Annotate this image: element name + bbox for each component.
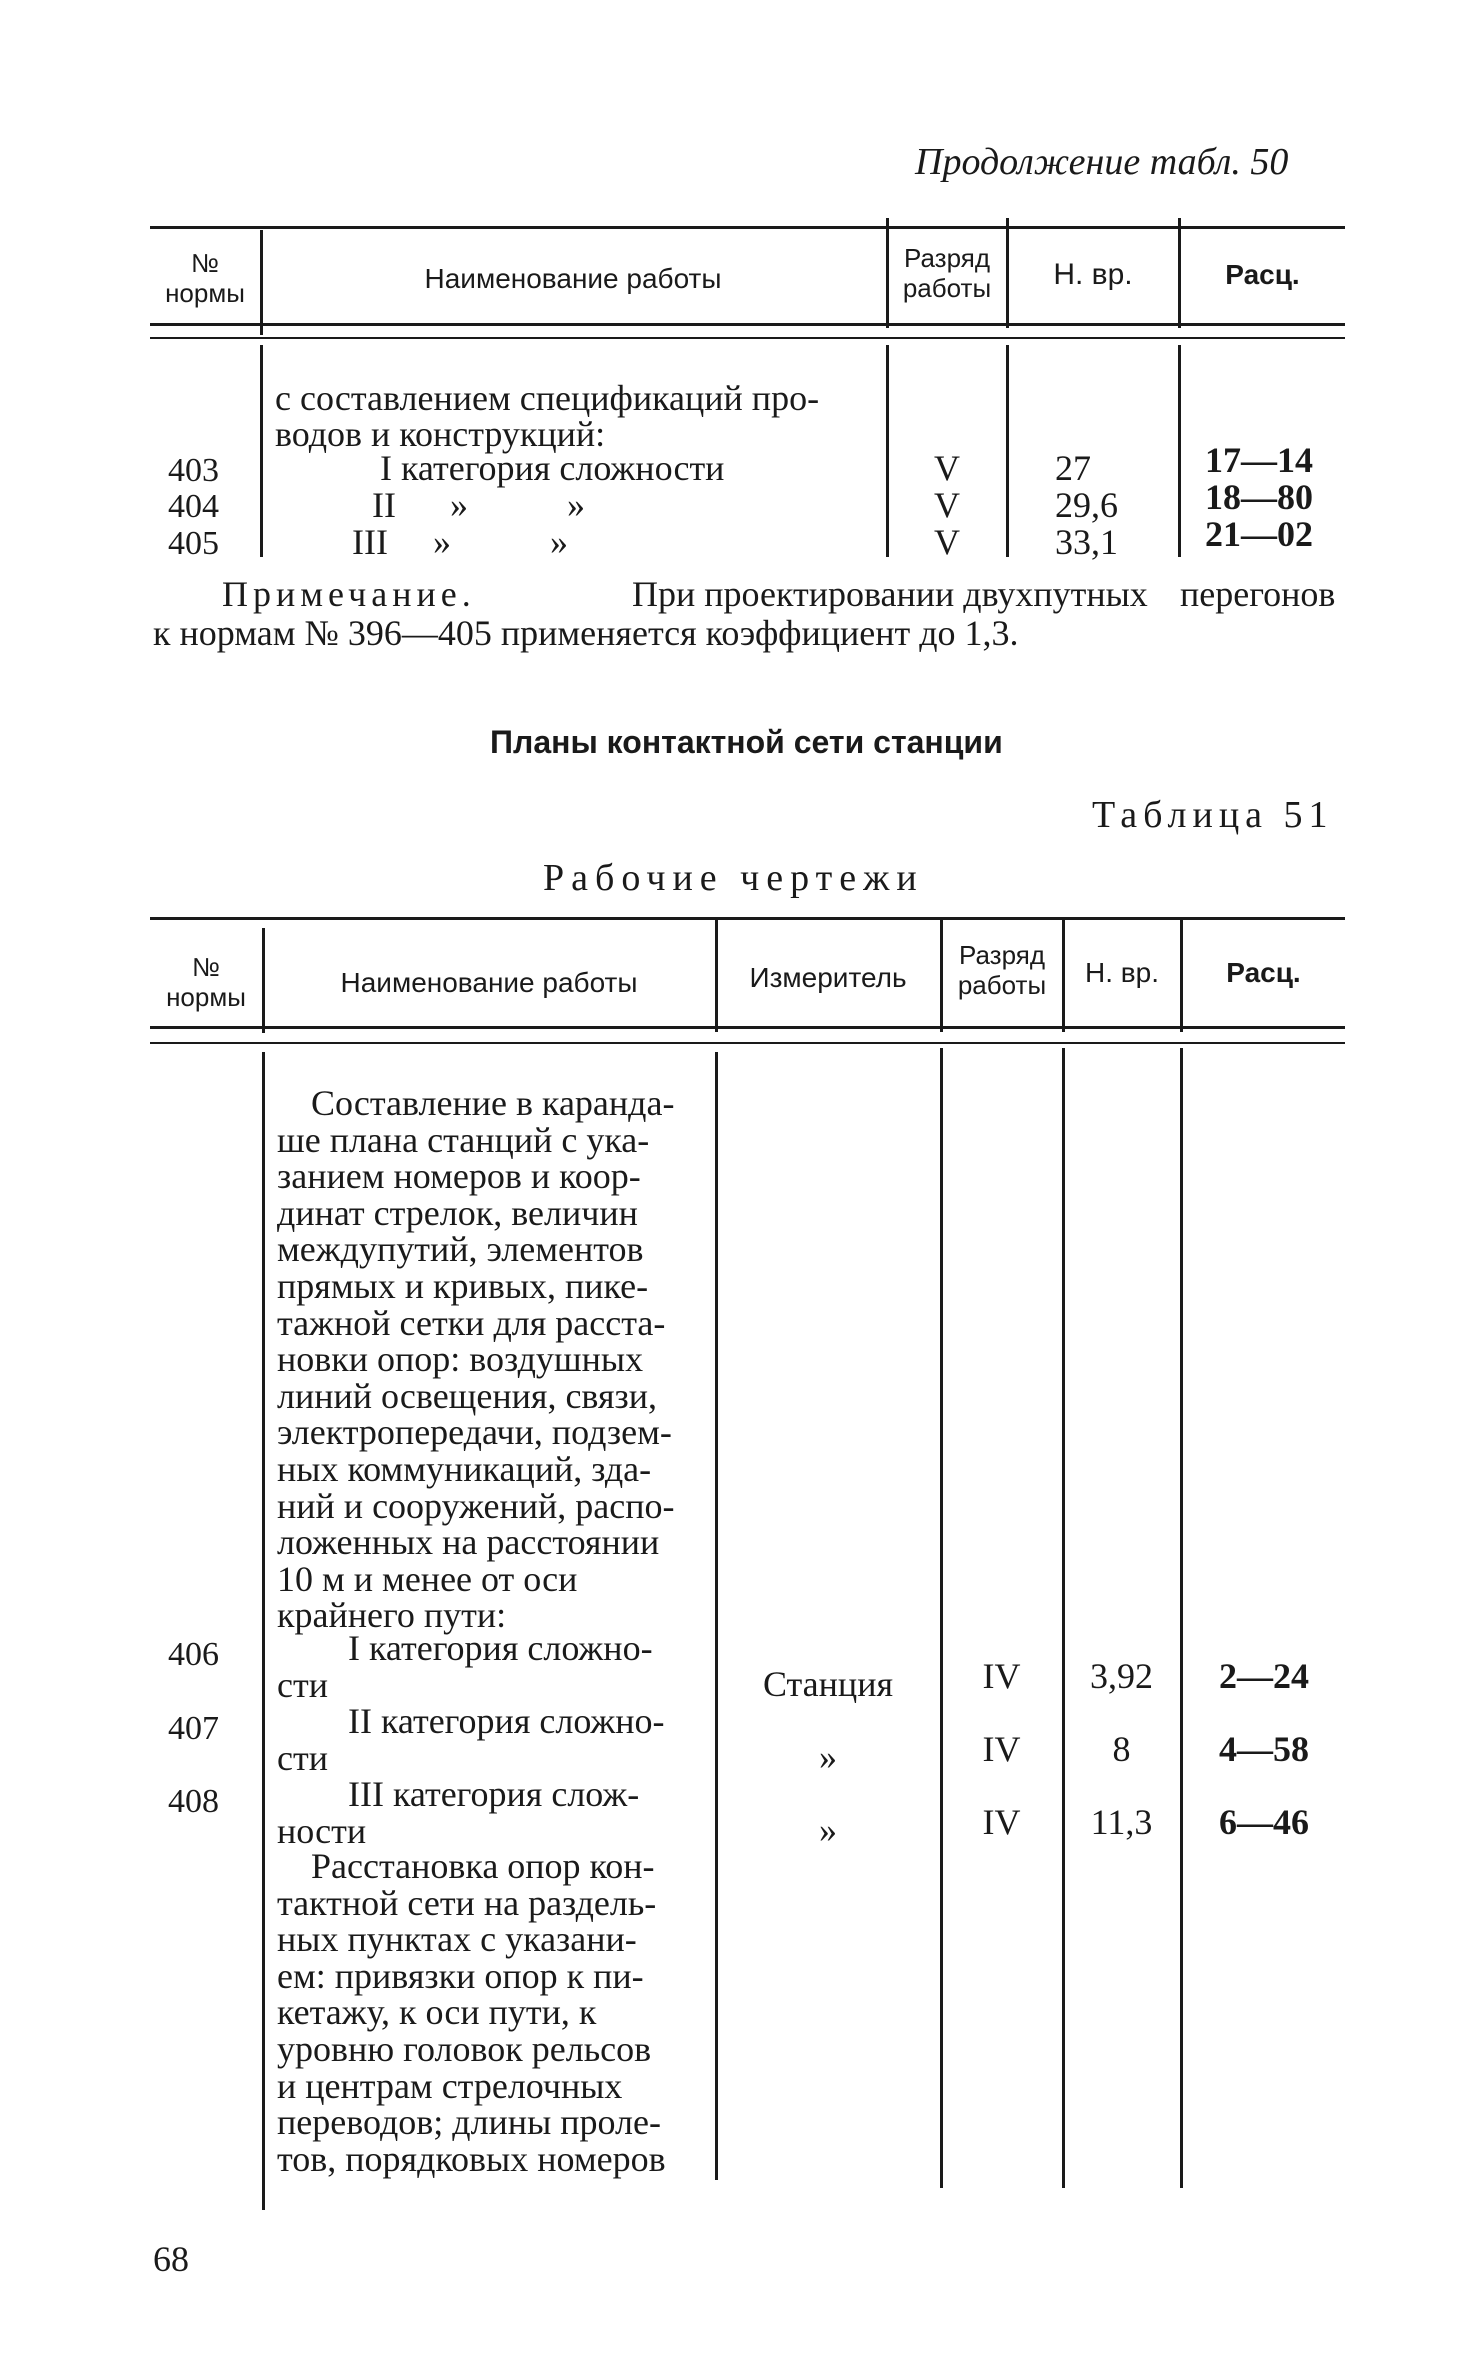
table50-row-norm: 403 <box>168 452 219 489</box>
text-line: электропередачи, подзем- <box>277 1412 672 1453</box>
note-line-1-end: перегонов <box>1180 574 1336 614</box>
table50-body-sep-1 <box>260 345 263 557</box>
text-line: линий освещения, связи, <box>277 1375 658 1416</box>
note-line-2: к нормам № 396—405 применяется коэффициент до 1,3. <box>153 613 1019 653</box>
text-line: уровню головок рельсов <box>277 2028 652 2069</box>
table51-header-rate: Расц. <box>1226 957 1301 988</box>
table50-top-rule <box>150 226 1345 229</box>
text-line: тов, порядковых номеров <box>277 2138 666 2179</box>
text-line: Расстановка опор кон- <box>311 1846 655 1886</box>
section-title: Планы контактной сети станции <box>490 724 1003 760</box>
table50-row-time: 29,6 <box>1055 485 1118 525</box>
table51-subtitle: Рабочие чертежи <box>543 857 924 899</box>
note-label: Примечание. <box>222 574 476 614</box>
continuation-caption: Продолжение табл. 50 <box>915 141 1289 183</box>
table51-body-sep-2 <box>715 1052 718 2180</box>
table50-header-rate: Расц. <box>1225 259 1300 290</box>
table51-body-sep-5 <box>1180 1048 1183 2188</box>
table50-row-norm: 405 <box>168 525 219 562</box>
table51-row-grade: IV <box>982 1656 1021 1696</box>
text-line: динат стрелок, величин <box>277 1192 638 1233</box>
table51-body-sep-3 <box>940 1048 943 2188</box>
table51-header-name: Наименование работы <box>340 967 638 998</box>
text-line: ем: привязки опор к пи- <box>277 1955 644 1996</box>
text-line: междупутий, элементов <box>277 1229 644 1270</box>
table51-row-unit: » <box>819 1737 837 1777</box>
table51-header-unit: Измеритель <box>749 962 907 993</box>
table50-row-grade: V <box>934 448 960 488</box>
table51-row-time: 8 <box>1112 1729 1131 1769</box>
table51-row-time: 11,3 <box>1090 1802 1153 1842</box>
text-line: тактной сети на раздель- <box>277 1882 657 1923</box>
table51-row-name-line-1: II категория сложно- <box>348 1701 665 1741</box>
table51-header-time: Н. вр. <box>1084 957 1159 988</box>
table51-header-norm: № нормы <box>166 952 246 1012</box>
text-line: новки опор: воздушных <box>277 1339 644 1380</box>
table50-row-name: II » » <box>372 485 585 525</box>
text-line: переводов; длины проле- <box>277 2102 661 2143</box>
table50-row-norm: 404 <box>168 488 219 525</box>
table50-body-rule <box>150 337 1345 339</box>
table50-row-name: III » » <box>352 522 568 562</box>
table51-row-name-line-2: сти <box>277 1665 328 1705</box>
table50-row-time: 33,1 <box>1055 522 1118 562</box>
table51-body-rule <box>150 1042 1345 1044</box>
text-line: тажной сетки для расста- <box>277 1302 666 1343</box>
table51-row-unit: Станция <box>762 1664 894 1704</box>
table50-header-norm: № нормы <box>165 248 245 308</box>
table51-top-rule <box>150 917 1345 920</box>
table50-body-sep-4 <box>1178 345 1181 557</box>
text-line: Составление в каранда- <box>311 1083 675 1123</box>
page-number: 68 <box>153 2239 189 2279</box>
table51-header-rule <box>150 1026 1345 1029</box>
table50-row-grade: V <box>934 522 960 562</box>
text-line: занием номеров и коор- <box>277 1156 641 1197</box>
note-line-1: При проектировании двухпутных <box>632 574 1148 614</box>
table51-row-name-line-2: ности <box>277 1811 367 1851</box>
table51-row-time: 3,92 <box>1090 1656 1153 1696</box>
text-line: крайнего пути: <box>277 1595 507 1636</box>
table51-tail-description <box>277 1848 709 2177</box>
table51-row-name-line-1: I категория сложно- <box>348 1628 653 1668</box>
table51-row-rate: 6—46 <box>1219 1802 1309 1842</box>
table51-row-rate: 4—58 <box>1219 1729 1309 1769</box>
table51-row-name-line-1: III категория слож- <box>348 1774 640 1814</box>
table50-row-time: 27 <box>1055 448 1091 488</box>
table51-row-rate: 2—24 <box>1219 1656 1309 1696</box>
text-line: ных коммуникаций, зда- <box>277 1448 652 1489</box>
text-line: ше плана станций с ука- <box>277 1119 650 1160</box>
table51-body-sep-1 <box>262 1052 265 2210</box>
table51-row-norm: 406 <box>168 1636 219 1673</box>
table50-body-sep-3 <box>1006 345 1009 557</box>
table50-header-rule <box>150 323 1345 326</box>
text-line: кетажу, к оси пути, к <box>277 1992 597 2033</box>
table51-caption: Таблица 51 <box>1092 794 1334 836</box>
table51-row-grade: IV <box>982 1802 1021 1842</box>
table51-row-norm: 408 <box>168 1783 219 1820</box>
text-line: прямых и кривых, пике- <box>277 1265 649 1306</box>
table50-row-rate: 17—14 <box>1205 440 1313 480</box>
text-line: ложенных на расстоянии <box>277 1522 660 1563</box>
table50-intro-line-1: с составлением спецификаций про- <box>275 378 820 418</box>
text-line: и центрам стрелочных <box>277 2065 623 2106</box>
table51-row-name-line-2: сти <box>277 1738 328 1778</box>
table50-row-rate: 21—02 <box>1205 514 1313 554</box>
table51-body-sep-4 <box>1062 1048 1065 2188</box>
table50-row-name: I категория сложности <box>380 448 725 488</box>
text-line: 10 м и менее от оси <box>277 1558 578 1599</box>
table50-intro-line-2: водов и конструкций: <box>275 414 606 454</box>
table50-row-rate: 18—80 <box>1205 477 1313 517</box>
table51-row-unit: » <box>819 1810 837 1850</box>
table50-body-sep-2 <box>886 345 889 557</box>
table50-row-grade: V <box>934 485 960 525</box>
text-line: ных пунктах с указани- <box>277 1919 637 1960</box>
text-line: ний и сооружений, распо- <box>277 1485 675 1526</box>
table50-header-grade: Разряд работы <box>902 243 992 303</box>
table51-row-norm: 407 <box>168 1710 219 1747</box>
table51-row-grade: IV <box>982 1729 1021 1769</box>
table50-header-time: Н. вр. <box>1053 258 1133 291</box>
table51-description <box>277 1085 709 1634</box>
table51-header-grade: Разряд работы <box>957 940 1047 1000</box>
table50-header-name: Наименование работы <box>424 263 722 294</box>
